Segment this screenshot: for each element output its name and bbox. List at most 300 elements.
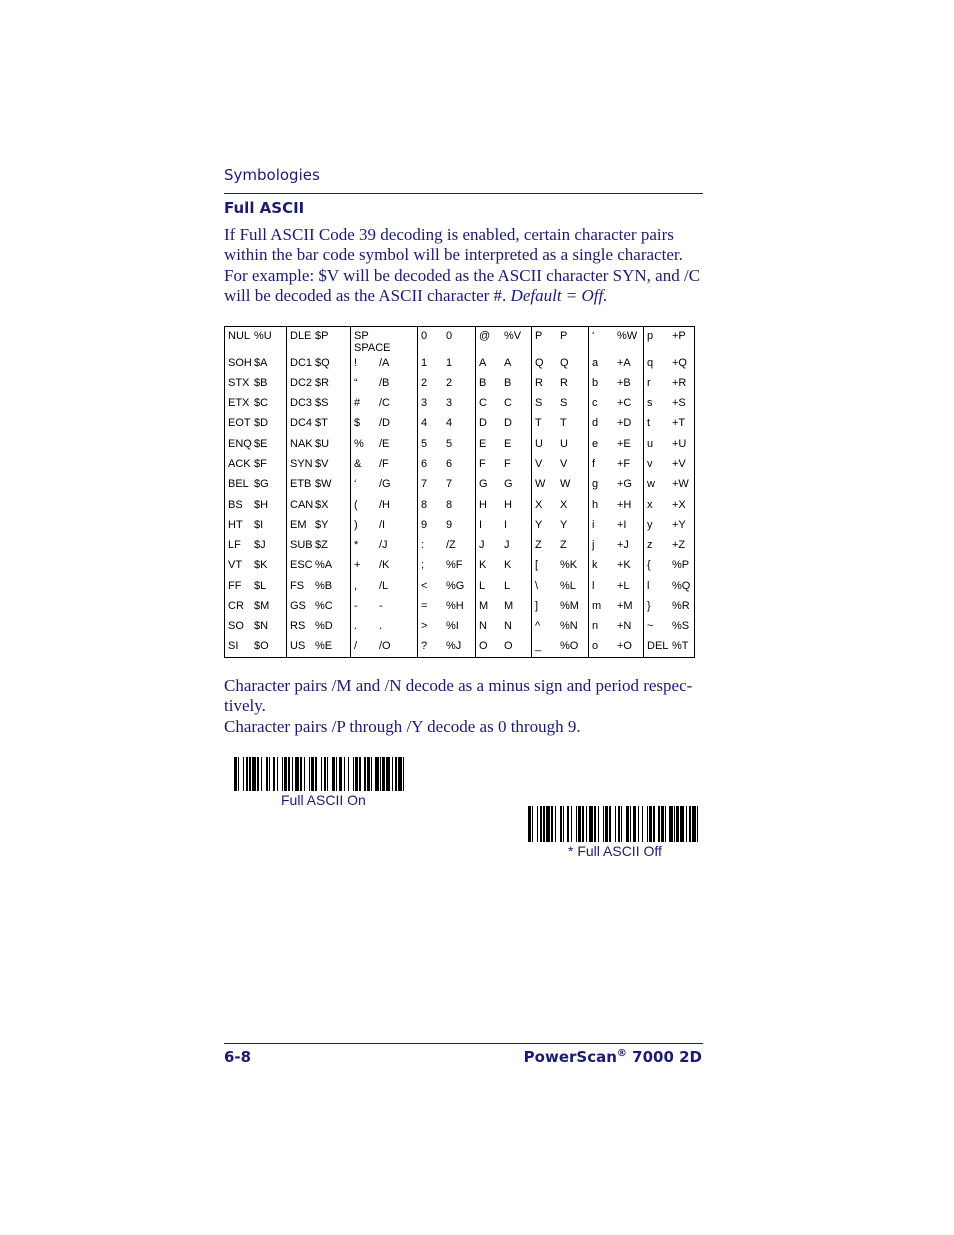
full-ascii-off-label: * Full ASCII Off <box>568 843 662 859</box>
ascii-column <box>588 327 644 657</box>
ascii-code: $E <box>254 438 268 450</box>
ascii-character: b <box>592 377 599 389</box>
barcode-bar <box>567 806 570 842</box>
ascii-code: /O <box>379 640 391 652</box>
ascii-character: Q <box>535 357 544 369</box>
barcode-bar <box>571 806 572 842</box>
ascii-character: DC3 <box>290 397 313 409</box>
ascii-character: I <box>479 519 483 531</box>
barcode-bar <box>324 757 325 791</box>
ascii-character: F <box>479 458 486 470</box>
ascii-code: +A <box>617 357 631 369</box>
ascii-code: /I <box>379 519 386 531</box>
section-heading: Full ASCII <box>224 199 305 217</box>
ascii-code: /G <box>379 478 391 490</box>
ascii-code: U <box>560 438 568 450</box>
barcode-bar <box>642 806 643 842</box>
ascii-code: %F <box>446 559 463 571</box>
ascii-character: h <box>592 499 599 511</box>
ascii-character: ~ <box>647 620 654 632</box>
ascii-character: S <box>535 397 543 409</box>
header-rule <box>224 193 703 194</box>
barcode-bar <box>353 757 354 791</box>
ascii-character: z <box>647 539 653 551</box>
ascii-character: _ <box>535 640 542 652</box>
ascii-character: c <box>592 397 598 409</box>
barcode-bar <box>649 806 652 842</box>
barcode-bar <box>246 757 249 791</box>
ascii-character: 4 <box>421 417 428 429</box>
ascii-code: $U <box>315 438 330 450</box>
footer-rule <box>224 1043 703 1044</box>
barcode-bar <box>304 757 305 791</box>
barcode-bar <box>626 806 629 842</box>
ascii-character: x <box>647 499 653 511</box>
ascii-code: %U <box>254 330 272 342</box>
barcode-bar <box>382 757 385 791</box>
note-minus-period: Character pairs /M and /N decode as a minus sign and period respec-tively. <box>224 676 693 716</box>
ascii-character: ENQ <box>228 438 252 450</box>
barcode-bar <box>615 806 616 842</box>
ascii-code: %M <box>560 600 579 612</box>
ascii-character: C <box>479 397 487 409</box>
note-digits: Character pairs /P through /Y decode as 0 through 9. <box>224 716 581 736</box>
ascii-character: US <box>290 640 306 652</box>
barcode-bar <box>277 757 278 791</box>
ascii-character: p <box>647 330 654 342</box>
ascii-code: $M <box>254 600 270 612</box>
ascii-character: SI <box>228 640 239 652</box>
ascii-code: I <box>504 519 508 531</box>
ascii-code: %I <box>446 620 459 632</box>
ascii-code: $I <box>254 519 264 531</box>
ascii-column <box>643 327 697 657</box>
ascii-code: /F <box>379 458 389 470</box>
barcode-bar <box>249 757 250 791</box>
barcode-bar <box>658 806 659 842</box>
ascii-character: E <box>479 438 487 450</box>
ascii-character: > <box>421 620 428 632</box>
ascii-character: & <box>354 458 362 470</box>
ascii-character: EOT <box>228 417 251 429</box>
ascii-code: $X <box>315 499 329 511</box>
ascii-character: < <box>421 580 428 592</box>
barcode-bar <box>653 806 654 842</box>
ascii-character: GS <box>290 600 306 612</box>
ascii-code: 1 <box>446 357 453 369</box>
ascii-code: %K <box>560 559 578 571</box>
ascii-character: A <box>479 357 487 369</box>
ascii-character: DC2 <box>290 377 313 389</box>
ascii-code: /L <box>379 580 389 592</box>
ascii-code: +Y <box>672 519 686 531</box>
ascii-code: R <box>560 377 568 389</box>
ascii-code: W <box>560 478 571 490</box>
intro-paragraph <box>224 225 710 306</box>
barcode-bar <box>282 757 283 791</box>
barcode-bar <box>609 806 610 842</box>
ascii-code: %H <box>446 600 464 612</box>
ascii-column <box>225 327 286 657</box>
barcode-bar <box>359 757 360 791</box>
ascii-code: +M <box>617 600 633 612</box>
ascii-character: e <box>592 438 599 450</box>
barcode-bar <box>288 757 289 791</box>
ascii-code: %D <box>315 620 333 632</box>
barcode-bar <box>273 757 276 791</box>
ascii-character: k <box>592 559 598 571</box>
ascii-character: 6 <box>421 458 428 470</box>
ascii-character: % <box>354 438 364 450</box>
ascii-code: V <box>560 458 568 470</box>
notes-paragraph <box>224 676 710 737</box>
barcode-bar <box>598 806 599 842</box>
ascii-character: Y <box>535 519 543 531</box>
barcode-bar <box>315 757 316 791</box>
ascii-code: $Y <box>315 519 329 531</box>
ascii-code: 5 <box>446 438 453 450</box>
ascii-code: $A <box>254 357 268 369</box>
ascii-code: %Q <box>672 580 691 592</box>
ascii-code: 4 <box>446 417 453 429</box>
ascii-character: } <box>647 600 651 612</box>
ascii-code: A <box>504 357 512 369</box>
barcode-bar <box>371 757 372 791</box>
ascii-code: $Z <box>315 539 328 551</box>
ascii-character: P <box>535 330 543 342</box>
ascii-character: ETB <box>290 478 312 490</box>
ascii-character: v <box>647 458 653 470</box>
barcode-bar <box>252 757 256 791</box>
ascii-code: +P <box>672 330 686 342</box>
ascii-code: Y <box>560 519 568 531</box>
ascii-character: * <box>354 539 359 551</box>
ascii-code: $W <box>315 478 332 490</box>
ascii-code: %L <box>560 580 576 592</box>
ascii-character: CR <box>228 600 244 612</box>
ascii-code: $R <box>315 377 330 389</box>
ascii-character: [ <box>535 559 539 571</box>
ascii-character: j <box>592 539 595 551</box>
ascii-character: M <box>479 600 489 612</box>
ascii-code: M <box>504 600 514 612</box>
product-name <box>524 1048 702 1066</box>
ascii-code: Z <box>560 539 567 551</box>
barcode-bar <box>563 806 564 842</box>
barcode-bar <box>295 757 299 791</box>
ascii-character: DEL <box>647 640 669 652</box>
ascii-code: /K <box>379 559 390 571</box>
ascii-code: %B <box>315 580 333 592</box>
ascii-column <box>531 327 589 657</box>
ascii-code: $B <box>254 377 268 389</box>
ascii-code: Q <box>560 357 569 369</box>
ascii-character: 9 <box>421 519 428 531</box>
ascii-character: , <box>354 580 358 592</box>
ascii-character: G <box>479 478 488 490</box>
ascii-character: 8 <box>421 499 428 511</box>
ascii-code: %P <box>672 559 690 571</box>
ascii-code: +X <box>672 499 686 511</box>
ascii-code: +U <box>672 438 687 450</box>
ascii-code: H <box>504 499 512 511</box>
ascii-code: O <box>504 640 513 652</box>
ascii-character: SO <box>228 620 244 632</box>
ascii-code: +H <box>617 499 632 511</box>
barcode-bar <box>594 806 597 842</box>
ascii-character: w <box>647 478 655 490</box>
barcode-bar <box>689 806 690 842</box>
ascii-code: $K <box>254 559 268 571</box>
barcode-bar <box>339 757 343 791</box>
barcode-bar <box>348 757 349 791</box>
ascii-character: : <box>421 539 425 551</box>
ascii-character: ‘ <box>354 478 357 490</box>
ascii-code: 7 <box>446 478 453 490</box>
ascii-character: g <box>592 478 599 490</box>
ascii-code: /C <box>379 397 390 409</box>
ascii-character: ? <box>421 640 428 652</box>
ascii-code: $P <box>315 330 329 342</box>
ascii-character: ACK <box>228 458 251 470</box>
ascii-code: /E <box>379 438 390 450</box>
ascii-character: . <box>354 620 358 632</box>
ascii-character: ‘ <box>592 330 595 342</box>
ascii-character: ( <box>354 499 358 511</box>
ascii-code: C <box>504 397 512 409</box>
ascii-character: t <box>647 417 651 429</box>
ascii-character: DC1 <box>290 357 313 369</box>
barcode-bar <box>336 757 337 791</box>
ascii-code: 2 <box>446 377 453 389</box>
barcode-bar <box>386 757 390 791</box>
ascii-code: X <box>560 499 568 511</box>
intro-text: If Full ASCII Code 39 decoding is enabled, certain character pairs within the bar code symbol will be interpreted as a single character. For example: $V will be decoded as the ASCII character SYN, and /C will be decoded as the ASCII character #. <box>224 225 701 305</box>
ascii-code: +E <box>617 438 631 450</box>
ascii-character: - <box>354 600 358 612</box>
barcode-bar <box>551 806 552 842</box>
ascii-character: EM <box>290 519 307 531</box>
ascii-code: %V <box>504 330 522 342</box>
ascii-character: STX <box>228 377 250 389</box>
barcode-bar <box>692 806 696 842</box>
ascii-code: +G <box>617 478 632 490</box>
barcode-bar <box>686 806 687 842</box>
ascii-character: y <box>647 519 653 531</box>
ascii-character: H <box>479 499 487 511</box>
ascii-character: SUB <box>290 539 313 551</box>
ascii-character: 5 <box>421 438 428 450</box>
barcode-bar <box>532 806 533 842</box>
barcode-bar <box>630 806 631 842</box>
barcode-bar <box>327 757 328 791</box>
ascii-code: L <box>504 580 511 592</box>
ascii-code: +F <box>617 458 631 470</box>
ascii-character: # <box>354 397 361 409</box>
ascii-code: $D <box>254 417 269 429</box>
ascii-code: +I <box>617 519 627 531</box>
barcode-bar <box>234 757 237 791</box>
ascii-code: %C <box>315 600 333 612</box>
barcode-bar <box>266 757 267 791</box>
ascii-column <box>350 327 418 657</box>
ascii-code: $N <box>254 620 269 632</box>
ascii-code: %W <box>617 330 638 342</box>
ascii-character: 0 <box>421 330 428 342</box>
ascii-character: FF <box>228 580 242 592</box>
ascii-table <box>224 326 695 658</box>
ascii-code: %T <box>672 640 689 652</box>
barcode-bars <box>528 806 701 842</box>
ascii-character: D <box>479 417 487 429</box>
barcode-bar <box>269 757 270 791</box>
ascii-code: +B <box>617 377 631 389</box>
ascii-code: - <box>379 600 383 612</box>
ascii-character: a <box>592 357 599 369</box>
barcode-bar <box>578 806 581 842</box>
ascii-code: +V <box>672 458 686 470</box>
barcode-bar <box>586 806 587 842</box>
ascii-character: U <box>535 438 543 450</box>
ascii-code: +Q <box>672 357 687 369</box>
ascii-code: G <box>504 478 513 490</box>
ascii-character: m <box>592 600 602 612</box>
ascii-code: /A <box>379 357 390 369</box>
ascii-code: $Q <box>315 357 330 369</box>
ascii-character: NAK <box>290 438 313 450</box>
ascii-character: VT <box>228 559 243 571</box>
barcode-bar <box>665 806 666 842</box>
ascii-character: ETX <box>228 397 250 409</box>
ascii-character: 3 <box>421 397 428 409</box>
barcode-bar <box>392 757 393 791</box>
ascii-code: J <box>504 539 510 551</box>
ascii-character: SP SPACE <box>354 330 391 354</box>
ascii-code: +L <box>617 580 630 592</box>
product-brand: PowerScan <box>523 1048 617 1066</box>
barcode-bar <box>403 757 404 791</box>
ascii-character: + <box>354 559 361 571</box>
ascii-character: ^ <box>535 620 541 632</box>
barcode-bar <box>344 757 345 791</box>
barcode-bar <box>367 757 370 791</box>
ascii-character: ] <box>535 600 539 612</box>
ascii-code: S <box>560 397 568 409</box>
barcode-bar <box>537 806 538 842</box>
ascii-character: V <box>535 458 543 470</box>
barcode-bar <box>589 806 593 842</box>
ascii-character: O <box>479 640 488 652</box>
ascii-character: DLE <box>290 330 312 342</box>
barcode-bar <box>605 806 608 842</box>
ascii-character: N <box>479 620 487 632</box>
barcode-bar <box>647 806 648 842</box>
barcode-bar <box>300 757 303 791</box>
barcode-bar <box>638 806 639 842</box>
barcode-bar <box>618 806 619 842</box>
ascii-code: +Z <box>672 539 686 551</box>
ascii-character: R <box>535 377 543 389</box>
ascii-code: /J <box>379 539 388 551</box>
ascii-character: “ <box>354 377 358 389</box>
ascii-code: F <box>504 458 511 470</box>
ascii-code: $C <box>254 397 269 409</box>
ascii-character: ! <box>354 357 358 369</box>
ascii-code: +W <box>672 478 689 490</box>
ascii-code: B <box>504 377 512 389</box>
full-ascii-off-barcode <box>528 806 701 842</box>
barcode-bar <box>576 806 577 842</box>
barcode-bar <box>375 757 379 791</box>
barcode-bar <box>284 757 287 791</box>
ascii-column <box>417 327 476 657</box>
ascii-code: +J <box>617 539 629 551</box>
barcode-bar <box>560 806 561 842</box>
ascii-character: B <box>479 377 487 389</box>
ascii-code: %S <box>672 620 690 632</box>
barcode-bar <box>243 757 244 791</box>
product-model: 7000 2D <box>626 1048 702 1066</box>
ascii-character: L <box>479 580 486 592</box>
ascii-code: /B <box>379 377 390 389</box>
ascii-code: %N <box>560 620 578 632</box>
ascii-code: $V <box>315 458 329 470</box>
ascii-column <box>286 327 351 657</box>
ascii-character: / <box>354 640 358 652</box>
ascii-code: 0 <box>446 330 453 342</box>
barcode-bar <box>540 806 543 842</box>
barcode-bar <box>697 806 698 842</box>
ascii-character: Z <box>535 539 542 551</box>
ascii-code: $O <box>254 640 269 652</box>
ascii-code: %A <box>315 559 333 571</box>
ascii-character: = <box>421 600 428 612</box>
barcode-bars <box>234 757 407 791</box>
ascii-code: /Z <box>446 539 456 551</box>
ascii-character: i <box>592 519 595 531</box>
ascii-code: . <box>379 620 383 632</box>
ascii-character: $ <box>354 417 361 429</box>
ascii-character: K <box>479 559 487 571</box>
registered-mark: ® <box>616 1048 627 1059</box>
barcode-bar <box>395 757 396 791</box>
ascii-code: D <box>504 417 512 429</box>
ascii-character: J <box>479 539 485 551</box>
ascii-code: $T <box>315 417 328 429</box>
ascii-code: P <box>560 330 568 342</box>
ascii-character: d <box>592 417 599 429</box>
full-ascii-on-label: Full ASCII On <box>281 792 366 808</box>
ascii-code: $L <box>254 580 267 592</box>
section-header: Symbologies <box>224 166 320 184</box>
ascii-code: +R <box>672 377 687 389</box>
ascii-character: n <box>592 620 599 632</box>
barcode-bar <box>680 806 684 842</box>
ascii-code: %G <box>446 580 465 592</box>
ascii-character: ) <box>354 519 358 531</box>
barcode-bar <box>555 806 556 842</box>
ascii-code: +K <box>617 559 631 571</box>
ascii-column <box>475 327 532 657</box>
ascii-character: u <box>647 438 654 450</box>
barcode-bar <box>546 806 550 842</box>
ascii-character: LF <box>228 539 241 551</box>
ascii-code: K <box>504 559 512 571</box>
ascii-character: RS <box>290 620 306 632</box>
ascii-code: $F <box>254 458 267 470</box>
ascii-code: 3 <box>446 397 453 409</box>
barcode-bar <box>543 806 544 842</box>
